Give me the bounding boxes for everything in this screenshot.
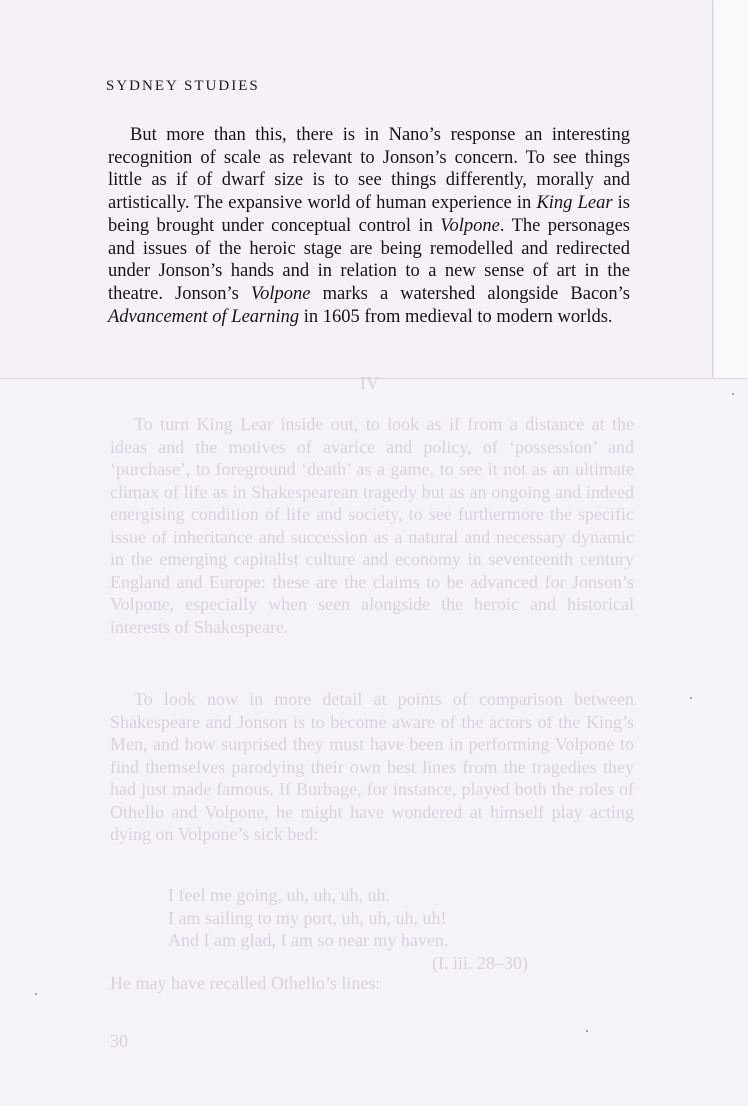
paragraph-text: . The personages and issues of the heroic stage are being remodelled and redirected under Jonson’s hands and in relation to a new sense of art in the theatre. Jonson’s <box>108 215 630 304</box>
scan-speck <box>586 1030 588 1032</box>
italic-title: King Lear <box>536 193 613 214</box>
faded-paragraph-1: To turn King Lear inside out, to look as if from a distance at the ideas and the motives of avarice and policy, of ‘possession’ and ‘purchase’, to foreground ‘death’ as a game, to see it not as an ultimate climax of life as in Shakespearean tragedy but as an ongoing and indeed energising condition of life and society, to see furthermore the specific issue of inheritance and succession as a natural and necessary dynamic in the emerging capitalist culture and economy in seventeenth century England and Europe: these are the claims to be advanced for Jonson’s Volpone, especially when seen alongside the heroic and historical interests of Shakespeare. <box>110 414 634 637</box>
paragraph-text: is being brought under conceptual control in <box>108 193 631 236</box>
faded-quotation <box>168 884 528 974</box>
faded-quote-line: I am sailing to my port, uh, uh, uh, uh! <box>168 907 447 928</box>
faded-paragraph-2: To look now in more detail at points of comparison between Shakespeare and Jonson is to become aware of the actors of the King’s Men, and how surprised they must have been in performing Volpone to find themselves parodying their own best lines from the tragedies they had just made famous. If Burbage, for instance, played both the roles of Othello and Volpone, he might have wondered at himself play acting dying on Volpone’s sick bed: <box>110 689 634 844</box>
faded-line-after: He may have recalled Othello’s lines: <box>110 973 381 993</box>
faded-citation: (I. iii. 28–30) <box>432 952 528 973</box>
faded-page-number: 30 <box>110 1031 128 1051</box>
paragraph-text: marks a watershed alongside Bacon’s <box>310 283 631 304</box>
scan-speck <box>35 993 37 995</box>
body-paragraph <box>108 124 630 328</box>
scan-speck <box>690 697 692 699</box>
italic-title: Volpone <box>440 215 500 236</box>
faded-section-number: IV <box>360 373 379 393</box>
paragraph-text: in 1605 from medieval to modern worlds. <box>299 306 613 327</box>
paragraph-text: But more than this, there is in Nano’s response an interesting recognition of scale as relevant to Jonson’s concern. To see things little as if of dwarf size is to see things differently, morally and artistically. The expansive world of human experience in <box>108 125 630 214</box>
italic-title: Volpone <box>250 283 311 304</box>
scan-speck <box>732 393 734 395</box>
italic-title: Advancement of Learning <box>108 306 300 327</box>
running-head: SYDNEY STUDIES <box>106 78 260 94</box>
faded-quote-line: I feel me going, uh, uh, uh, uh. <box>168 885 390 905</box>
faded-quote-line: And I am glad, I am so near my haven. <box>168 930 449 950</box>
